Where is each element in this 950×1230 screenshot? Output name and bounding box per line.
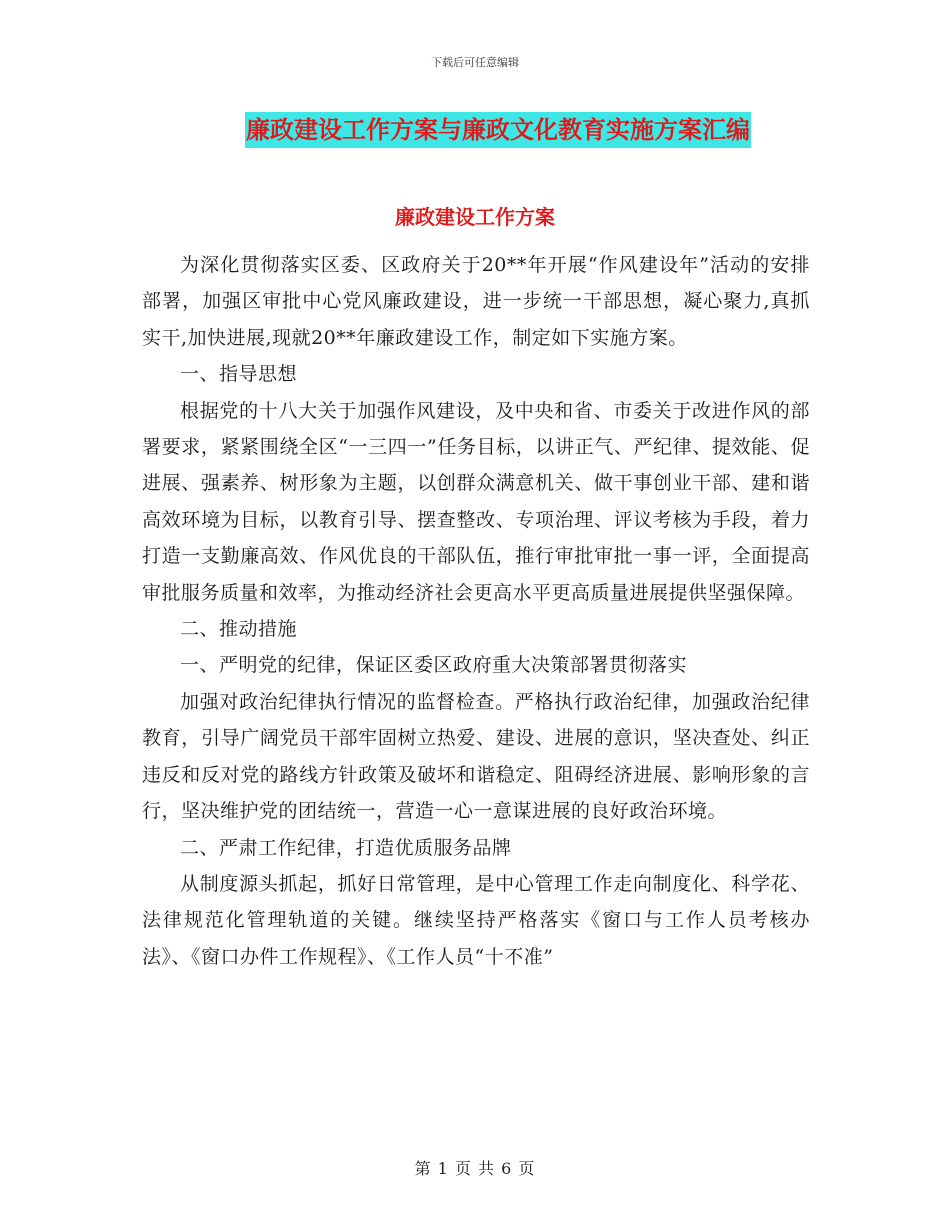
paragraph-guiding-ideology: 根据党的十八大关于加强作风建设，及中央和省、市委关于改进作风的部署要求，紧紧围绕全区“一三四一”任务目标，以讲正气、严纪律、提效能、促进展、强素养、树形象为主题，以创群众满意机关、做干事创业干部、建和谐高效环境为目标，以教育引导、摆查整改、专项治理、评议考核为手段，着力打造一支勤廉高效、作风优良的干部队伍，推行审批审批一事一评，全面提高审批服务质量和效率，为推动经济社会更高水平更高质量进展提供坚强保障。 [142,399,810,604]
paragraph-work-discipline: 从制度源头抓起，抓好日常管理，是中心管理工作走向制度化、科学花、法律规范化管理轨道的关键。继续坚持严格落实《窗口与工作人员考核办法》、《窗口办件工作规程》、《工作人员“十不准” [142,872,810,968]
document-title: 廉政建设工作方案与廉政文化教育实施方案汇编 [245,112,751,148]
heading-guiding-ideology: 一、指导思想 [180,363,298,386]
document-title-container [0,112,950,148]
subheading-party-discipline: 一、严明党的纪律，保证区委区政府重大决策部署贯彻落实 [180,654,688,677]
heading-measures: 二、推动措施 [180,618,298,641]
paragraph-intro: 为深化贯彻落实区委、区政府关于20**年开展“作风建设年”活动的安排部署，加强区审批中心党风廉政建设，进一步统一干部思想，凝心聚力,真抓实干,加快进展,现就20**年廉政建设工作，制定如下实施方案。 [142,254,810,349]
subheading-work-discipline: 二、严肃工作纪律，打造优质服务品牌 [180,836,512,859]
paragraph-party-discipline: 加强对政治纪律执行情况的监督检查。严格执行政治纪律，加强政治纪律教育，引导广阔党员干部牢固树立热爱、建设、进展的意识，坚决查处、纠正违反和反对党的路线方针政策及破坏和谐稳定、阻碍经济进展、影响形象的言行，坚决维护党的团结统一，营造一心一意谋进展的良好政治环境。 [142,690,810,823]
header-note: 下载后可任意编辑 [431,56,519,69]
page-number-footer: 第 1 页 共 6 页 [414,1159,536,1178]
document-body [142,247,810,975]
section-title: 廉政建设工作方案 [395,205,555,229]
